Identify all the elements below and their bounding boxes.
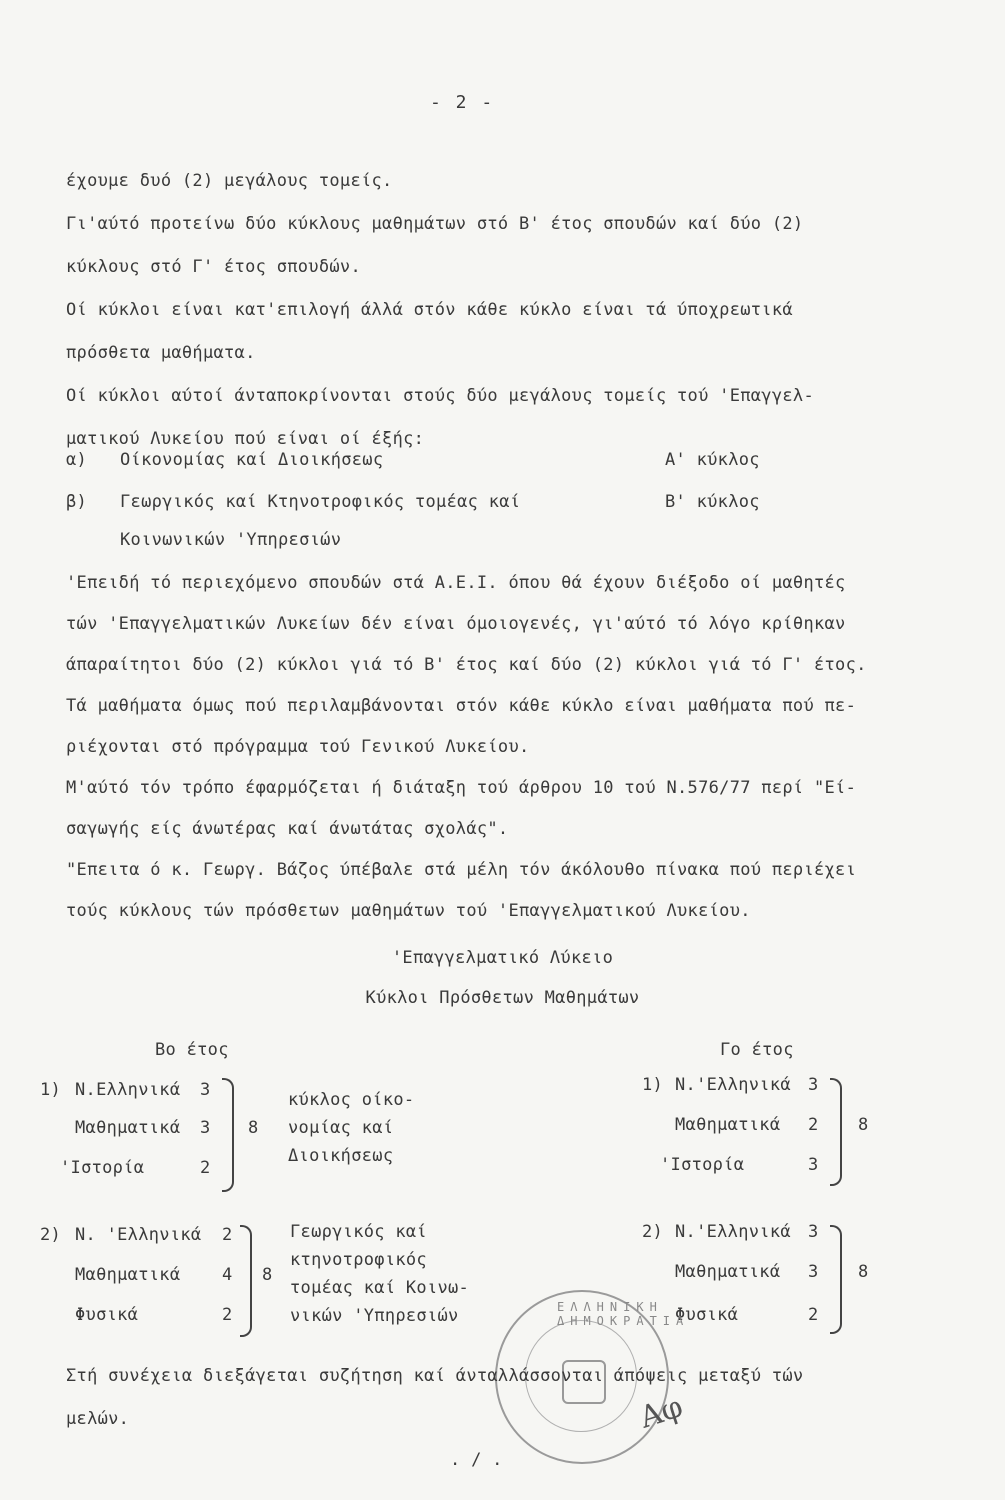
list-item-text: Οίκονομίας καί Διοικήσεως: [120, 450, 384, 470]
list-marker: α): [66, 450, 88, 470]
column-header-left: Βο έτος: [155, 1040, 229, 1060]
paragraph-line: σαγωγής είς άνωτέρας καί άνωτάτας σχολάς".: [66, 819, 509, 839]
paragraph-line: έχουμε δυό (2) μεγάλους τομείς.: [66, 171, 393, 191]
subject: Ν.'Ελληνικά: [675, 1075, 791, 1095]
group-total: 8: [858, 1262, 869, 1282]
hours: 3: [200, 1080, 211, 1100]
paragraph-line: Οί κύκλοι αύτοί άνταποκρίνονται στούς δύο μεγάλους τομείς τού 'Επαγγελ-: [66, 386, 814, 406]
list-item-cycle: Α' κύκλος: [665, 450, 760, 470]
cycle-line: κτηνοτροφικός: [290, 1250, 427, 1270]
group-marker: 1): [40, 1080, 62, 1100]
paragraph-line: 'Επειδή τό περιεχόμενο σπουδών στά Α.Ε.Ι. όπου θά έχουν διέξοδο οί μαθητές: [66, 573, 846, 593]
paragraph-line: τούς κύκλους τών πρόσθετων μαθημάτων τού 'Επαγγελματικού Λυκείου.: [66, 901, 751, 921]
paragraph-line: τών 'Επαγγελματικών Λυκείων δέν είναι όμοιογενές, γι'αύτό τό λόγο κρίθηκαν: [66, 614, 846, 634]
hours: 3: [808, 1155, 819, 1175]
cycle-line: νικών 'Υπηρεσιών: [290, 1306, 459, 1326]
cycle-line: κύκλος οίκο-: [288, 1090, 415, 1110]
page-footer: . / .: [450, 1450, 503, 1470]
group-marker: 2): [642, 1222, 664, 1242]
page-number: - 2 -: [430, 92, 495, 113]
subject: Μαθηματικά: [675, 1115, 781, 1135]
paragraph-line: Μ'αύτό τόν τρόπο έφαρμόζεται ή διάταξη τού άρθρου 10 τού Ν.576/77 περί "Εί-: [66, 778, 857, 798]
cycle-line: τομέας καί Κοινω-: [290, 1278, 470, 1298]
cycle-line: Γεωργικός καί: [290, 1222, 427, 1242]
hours: 3: [808, 1075, 819, 1095]
cycle-line: νομίας καί: [288, 1118, 394, 1138]
hours: 3: [200, 1118, 211, 1138]
subject: Ν.'Ελληνικά: [675, 1222, 791, 1242]
seal-text: ΕΛΛΗΝΙΚΗ ΔΗΜΟΚΡΑΤΙΑ: [557, 1300, 690, 1328]
closing-line: μελών.: [66, 1409, 130, 1429]
signature: Αφ: [635, 1389, 688, 1436]
hours: 2: [222, 1305, 233, 1325]
subject: Μαθηματικά: [75, 1265, 181, 1285]
paragraph-line: Γι'αύτό προτείνω δύο κύκλους μαθημάτων στό Β' έτος σπουδών καί δύο (2): [66, 214, 804, 234]
group-marker: 1): [642, 1075, 664, 1095]
group-brace: [830, 1078, 842, 1186]
hours: 4: [222, 1265, 233, 1285]
column-header-right: Γο έτος: [720, 1040, 794, 1060]
paragraph-line: "Επειτα ό κ. Γεωργ. Βάζος ύπέβαλε στά μέλη τόν άκόλουθο πίνακα πού περιέχει: [66, 860, 857, 880]
subject: 'Ιστορία: [60, 1158, 145, 1178]
closing-line: Στή συνέχεια διεξάγεται συζήτηση καί άνταλλάσσονται άπόψεις μεταξύ τών: [66, 1366, 804, 1386]
list-item-cycle: Β' κύκλος: [665, 492, 760, 512]
group-brace: [240, 1225, 252, 1337]
subject: 'Ιστορία: [660, 1155, 745, 1175]
group-marker: 2): [40, 1225, 62, 1245]
hours: 2: [808, 1305, 819, 1325]
paragraph-line: κύκλους στό Γ' έτος σπουδών.: [66, 257, 361, 277]
group-total: 8: [262, 1265, 273, 1285]
table-subtitle: Κύκλοι Πρόσθετων Μαθημάτων: [365, 988, 640, 1008]
cycle-line: Διοικήσεως: [288, 1146, 394, 1166]
paragraph-line: Οί κύκλοι είναι κατ'επιλογή άλλά στόν κάθε κύκλο είναι τά ύποχρεωτικά: [66, 300, 793, 320]
paragraph-line: άπαραίτητοι δύο (2) κύκλοι γιά τό Β' έτος καί δύο (2) κύκλοι γιά τό Γ' έτος.: [66, 655, 867, 675]
list-item-text: Γεωργικός καί Κτηνοτροφικός τομέας καί: [120, 492, 521, 512]
paragraph-line: ριέχονται στό πρόγραμμα τού Γενικού Λυκείου.: [66, 737, 530, 757]
list-continuation: Κοινωνικών 'Υπηρεσιών: [120, 530, 342, 550]
subject: Μαθηματικά: [675, 1262, 781, 1282]
hours: 2: [222, 1225, 233, 1245]
subject: Φυσικά: [75, 1305, 139, 1325]
group-total: 8: [858, 1115, 869, 1135]
list-marker: β): [66, 492, 88, 512]
group-brace: [830, 1225, 842, 1334]
table-title: 'Επαγγελματικό Λύκειο: [391, 948, 614, 968]
hours: 3: [808, 1262, 819, 1282]
subject: Φυσικά: [675, 1305, 739, 1325]
paragraph-line: ματικού Λυκείου πού είναι οί έξής:: [66, 429, 425, 449]
group-total: 8: [248, 1118, 259, 1138]
paragraph-line: πρόσθετα μαθήματα.: [66, 343, 256, 363]
subject: Μαθηματικά: [75, 1118, 181, 1138]
group-brace: [222, 1078, 234, 1192]
hours: 2: [808, 1115, 819, 1135]
hours: 2: [200, 1158, 211, 1178]
hours: 3: [808, 1222, 819, 1242]
subject: Ν. 'Ελληνικά: [75, 1225, 202, 1245]
paragraph-line: Τά μαθήματα όμως πού περιλαμβάνονται στόν κάθε κύκλο είναι μαθήματα πού πε-: [66, 696, 857, 716]
subject: Ν.Ελληνικά: [75, 1080, 181, 1100]
